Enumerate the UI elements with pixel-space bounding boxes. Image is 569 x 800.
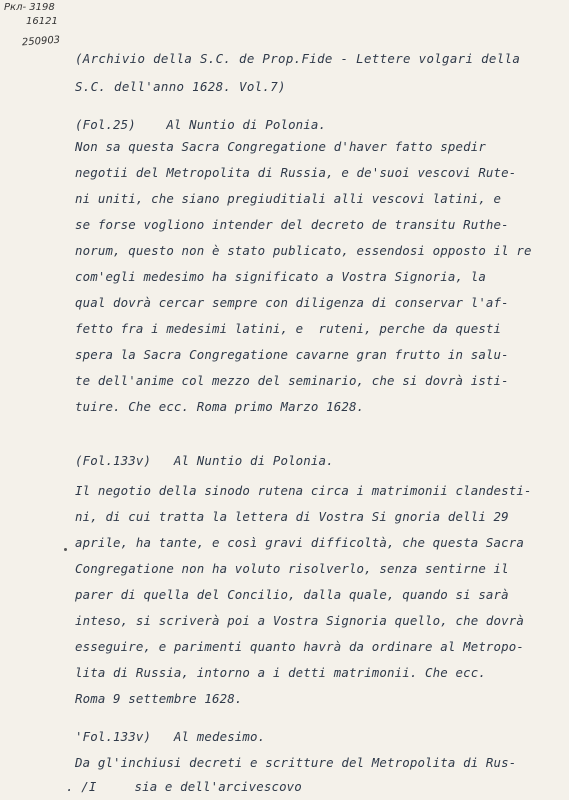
header-line: S.C. dell'anno 1628. Vol.7) — [75, 79, 286, 94]
text-line: Da gl'inchiusi decreti e scritture del Metropolita di Rus- — [75, 755, 517, 770]
handwritten-date-code: 250903 — [21, 34, 61, 49]
text-line: ni, di cui tratta la lettera di Vostra Si gnoria delli 29 — [75, 509, 509, 524]
text-line: Roma 9 settembre 1628. — [75, 691, 243, 706]
text-line: tuire. Che ecc. Roma primo Marzo 1628. — [75, 399, 365, 414]
text-line: . /I sia e dell'arcivescovo — [66, 779, 302, 794]
letter-heading: (Fol.133v) Al Nuntio di Polonia. — [75, 453, 334, 468]
text-line: lita di Russia, intorno a i detti matrimonii. Che ecc. — [75, 665, 486, 680]
text-line: inteso, si scriverà poi a Vostra Signoria quello, che dovrà — [75, 613, 524, 628]
letter-heading: 'Fol.133v) Al medesimo. — [75, 729, 266, 744]
text-line: Il negotio della sinodo rutena circa i matrimonii clandesti- — [75, 483, 532, 498]
header-line: (Archivio della S.C. de Prop.Fide - Lettere volgari della — [75, 51, 521, 66]
text-line: Congregatione non ha voluto risolverlo, senza sentirne il — [75, 561, 509, 576]
text-line: norum, questo non è stato publicato, essendosi opposto il re — [75, 243, 532, 258]
text-line: Non sa questa Sacra Congregatione d'haver fatto spedir — [75, 139, 486, 154]
handwritten-number: 16121 — [26, 16, 58, 27]
text-line: esseguire, e parimenti quanto havrà da ordinare al Metropo- — [75, 639, 524, 654]
text-line: spera la Sacra Congregatione cavarne gran frutto in salu- — [75, 347, 509, 362]
text-line: ni uniti, che siano pregiuditiali alli vescovi latini, e — [75, 191, 502, 206]
text-line: se forse vogliono intender del decreto de transitu Ruthe- — [75, 217, 509, 232]
text-line: fetto fra i medesimi latini, e ruteni, perche da questi — [75, 321, 502, 336]
text-line: negotii del Metropolita di Russia, e de'suoi vescovi Rute- — [75, 165, 517, 180]
text-line: te dell'anime col mezzo del seminario, che si dovrà isti- — [75, 373, 509, 388]
text-line: aprile, ha tante, e così gravi difficoltà, che questa Sacra — [75, 535, 524, 550]
letter-heading: (Fol.25) Al Nuntio di Polonia. — [75, 117, 327, 132]
text-line: qual dovrà cercar sempre con diligenza di conservar l'af- — [75, 295, 509, 310]
handwritten-archive-code: Ркл- 3198 — [4, 2, 55, 13]
margin-mark — [64, 548, 67, 551]
text-line: com'egli medesimo ha significato a Vostra Signoria, la — [75, 269, 486, 284]
text-line: parer di quella del Concilio, dalla quale, quando si sarà — [75, 587, 509, 602]
